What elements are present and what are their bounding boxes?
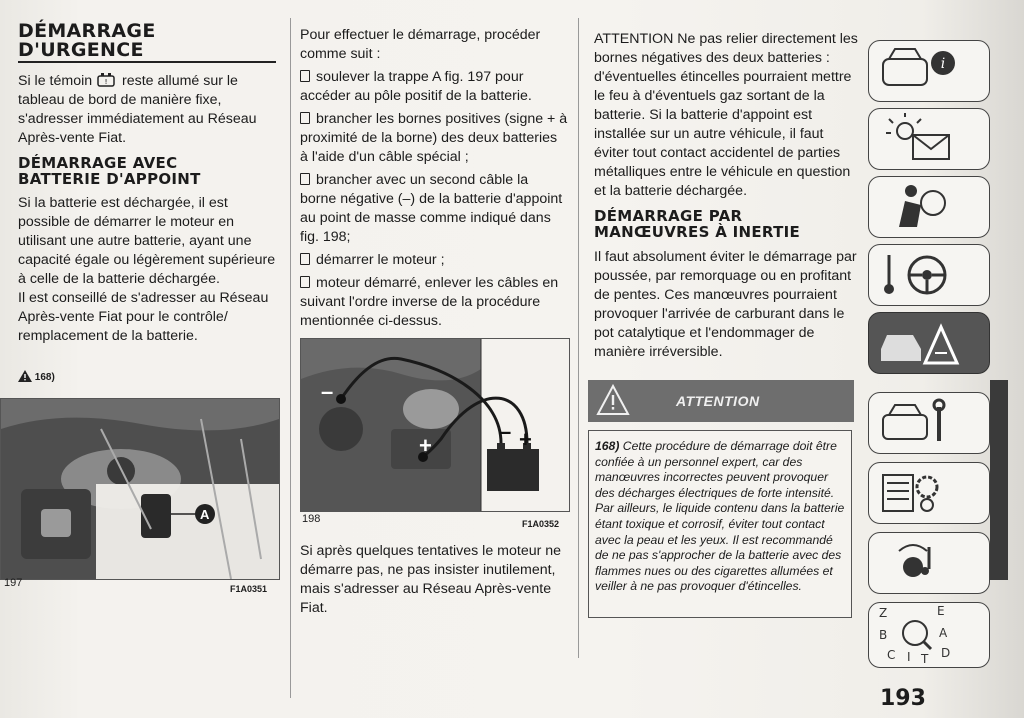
warning-text — [595, 439, 847, 595]
battery-warning-icon — [96, 72, 118, 88]
index-letter: Z — [879, 606, 888, 620]
warning-reference — [18, 370, 55, 383]
title-line-2: MANŒUVRES À INERTIE — [594, 223, 801, 241]
figure-number: 198 — [302, 513, 321, 525]
attention-paragraph — [594, 30, 858, 201]
tab-safety[interactable] — [868, 176, 990, 238]
paragraph-warning-light — [18, 72, 276, 148]
step-5: moteur démarré, enlever les câbles en suivant l'ordre inverse de la procédure mentionnée ci-dessus. — [300, 275, 559, 329]
warning-header-bar — [588, 380, 854, 422]
index-letter: C — [887, 648, 896, 662]
index-letter: E — [937, 604, 945, 618]
minus-sign: – — [321, 379, 334, 404]
title-line-1: DÉMARRAGE — [18, 20, 156, 42]
svg-text:!: ! — [104, 78, 108, 86]
car-info-icon — [869, 41, 989, 101]
title-line-1: DÉMARRAGE PAR — [594, 207, 743, 225]
plus-sign: + — [419, 433, 432, 458]
step-2: brancher les bornes positives (signe + à proximité de la borne) des deux batteries à l'aide d'un câble spécial ; — [300, 111, 568, 165]
title-line-2: D'URGENCE — [18, 39, 144, 61]
step-3: brancher avec un second câble la borne négative (–) de la batterie d'appoint au point de masse comme indiqué dans fig. 198; — [300, 172, 563, 245]
warning-header-label: ATTENTION — [676, 393, 760, 409]
index-letter: T — [921, 652, 929, 666]
warning-lights-icon — [869, 109, 989, 169]
para-text: Si la batterie est déchargée, il est possible de démarrer le moteur en utilisant une autre batterie, ayant une capacité égale ou légèrement supérieure à celle de la batterie déchargée. — [18, 195, 276, 287]
tab-maintenance[interactable] — [868, 392, 990, 454]
emergency-triangle-icon — [869, 313, 989, 373]
figure-code: F1A0352 — [522, 519, 560, 529]
tab-multimedia[interactable] — [868, 532, 990, 594]
checkbox-bullet-icon — [300, 70, 310, 82]
para-text: ATTENTION Ne pas relier directement les bornes négatives des deux batteries : d'éventuelles étincelles pourraient mettre le feu à d'éventuels gaz sortant de la batterie. Si la batterie d'appoint est installée sur un autre véhicule, il faut éviter tout contact accidentel de parties métalliques entre le véhicule en question et la batterie déchargée. — [594, 31, 858, 199]
title-rule — [18, 61, 276, 63]
procedure-intro: Pour effectuer le démarrage, procéder comme suit : — [300, 27, 541, 62]
figure-code: F1A0351 — [230, 584, 268, 594]
index-letter: D — [941, 646, 951, 660]
column-divider — [290, 18, 291, 698]
tab-car-info[interactable] — [868, 40, 990, 102]
column-divider — [578, 18, 579, 658]
warning-triangle-icon — [596, 384, 630, 416]
index-letter: A — [939, 626, 948, 640]
title-line-2: BATTERIE D'APPOINT — [18, 170, 201, 188]
section-title-inertia — [594, 208, 858, 240]
figure-198 — [300, 338, 570, 512]
jump-start-illustration — [301, 339, 569, 511]
page-edge-tab-marker — [990, 380, 1008, 580]
warning-ref-number: 168) — [34, 372, 55, 383]
checkbox-bullet-icon — [300, 112, 310, 124]
procedure-list — [300, 26, 568, 331]
engine-bay-illustration — [1, 399, 279, 579]
tab-index[interactable] — [868, 602, 990, 668]
car-wrench-icon — [869, 393, 989, 453]
airbag-icon — [869, 177, 989, 237]
checkbox-bullet-icon — [300, 276, 310, 288]
title-line-1: DÉMARRAGE AVEC — [18, 154, 178, 172]
para-text: Il est conseillé de s'adresser au Réseau Après-vente Fiat pour le contrôle/ remplacement de la batterie. — [18, 290, 269, 344]
figure-number: 197 — [4, 577, 23, 589]
svg-text:i: i — [940, 56, 946, 72]
inertia-paragraph — [594, 248, 858, 362]
warning-triangle-icon — [18, 370, 32, 382]
tab-technical-data[interactable] — [868, 462, 990, 524]
tab-lights-messages[interactable] — [868, 108, 990, 170]
warning-number: 168) — [595, 439, 620, 453]
index-letter: I — [907, 650, 911, 664]
checkbox-bullet-icon — [300, 173, 310, 185]
callout-a: A — [200, 507, 210, 522]
multimedia-icon — [869, 533, 989, 593]
tab-emergency[interactable] — [868, 312, 990, 374]
tab-driving[interactable] — [868, 244, 990, 306]
steering-wheel-icon — [869, 245, 989, 305]
para-text: reste allumé sur le tableau de bord de manière fixe, s'adresser immédiatement au Réseau Après-vente Fiat. — [18, 73, 257, 146]
index-icon — [869, 603, 989, 667]
para-text: Il faut absolument éviter le démarrage par poussée, par remorquage ou en profitant de pentes. Ces manœuvres pourraient provoquer l'arrivée de carburant dans le pot catalytique et l'endommager de manière irréversible. — [594, 249, 857, 360]
paragraph-after-attempts — [300, 542, 562, 618]
section-title-emergency-start — [18, 22, 156, 60]
para-text: Si après quelques tentatives le moteur ne démarre pas, ne pas insister inutilement, mais s'adresser au Réseau Après-vente Fiat. — [300, 543, 562, 616]
warning-box — [588, 430, 852, 618]
checkbox-bullet-icon — [300, 253, 310, 265]
para-text: Si le témoin — [18, 73, 93, 89]
figure-197 — [0, 398, 280, 580]
step-4: démarrer le moteur ; — [300, 251, 568, 270]
step-1: soulever la trappe A fig. 197 pour accéder au pôle positif de la batterie. — [300, 69, 532, 104]
paragraph-booster — [18, 194, 276, 346]
page-number: 193 — [880, 686, 926, 711]
index-letter: B — [879, 628, 888, 642]
technical-data-icon — [869, 463, 989, 523]
section-title-booster-start — [18, 155, 278, 187]
minus-sign: – — [499, 419, 512, 444]
warning-body: Cette procédure de démarrage doit être confiée à un personnel expert, car des manœuvres incorrectes peuvent provoquer des décharges électriques de forte intensité. Par ailleurs, le liquide contenu dans la batterie étant toxique et corrosif, éviter tout contact avec la peau et les yeux. Il est recommandé de ne pas s'approcher de la batterie avec des flammes nues ou des cigarettes allumées et veiller à ne pas provoquer d'étincelles. — [595, 439, 845, 594]
plus-sign: + — [519, 427, 532, 452]
